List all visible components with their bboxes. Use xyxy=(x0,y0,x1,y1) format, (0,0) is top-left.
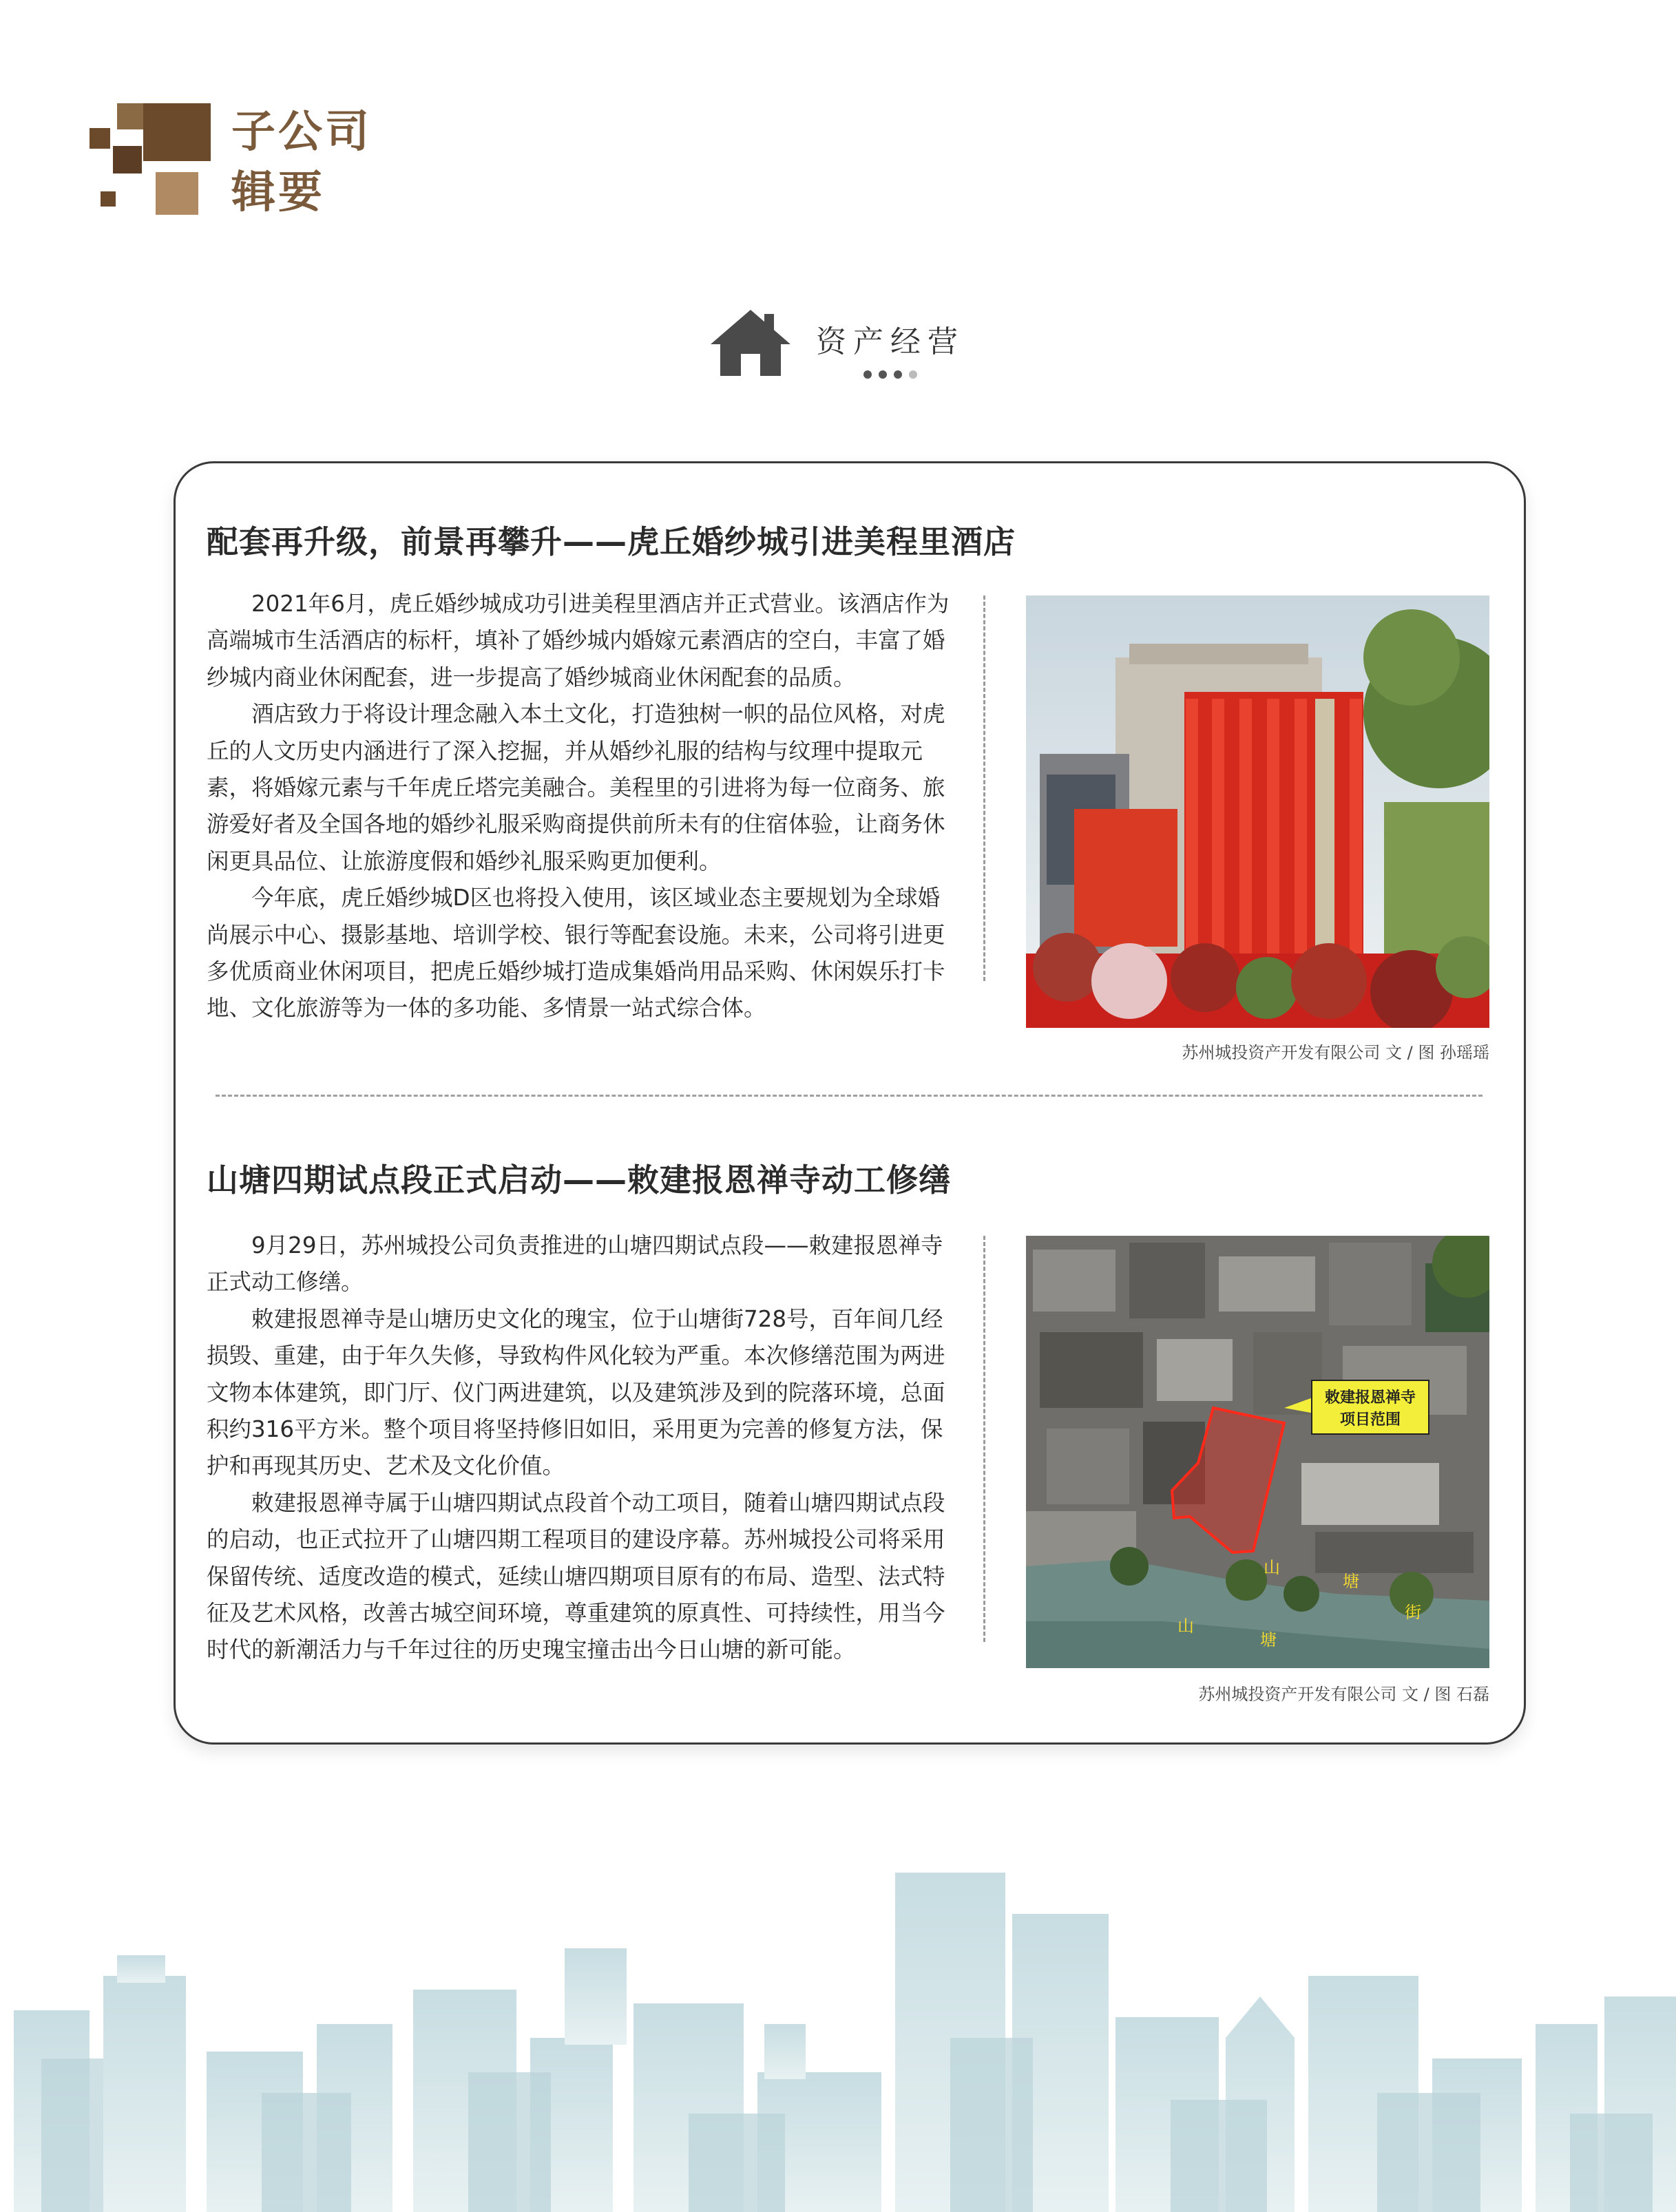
section-label: 资产经营 xyxy=(816,324,965,359)
city-skyline-decoration xyxy=(0,1831,1676,2212)
article-2-title: 山塘四期试点段正式启动——敕建报恩禅寺动工修缮 xyxy=(207,1161,951,1199)
header-title-line1: 子公司 xyxy=(231,107,372,158)
map-street-char: 山 xyxy=(1264,1558,1280,1577)
article-1-title: 配套再升级，前景再攀升——虎丘婚纱城引进美程里酒店 xyxy=(207,523,1016,560)
map-street-char: 街 xyxy=(1405,1603,1421,1622)
article-2-divider xyxy=(983,1236,985,1642)
article-2-paragraph: 敕建报恩禅寺属于山塘四期试点段首个动工项目，随着山塘四期试点段的启动，也正式拉开了山塘四期工程项目的建设序幕。苏州城投公司将采用保留传统、适度改造的模式，延续山塘四期项目原有的布局、造型、法式特征及艺术风格，改善古城空间环境，尊重建筑的原真性、可持续性，用当今时代的新潮活力与千年过往的历史瑰宝撞击出今日山塘的新可能。 xyxy=(207,1489,945,1663)
house-icon xyxy=(709,308,792,377)
article-2-paragraph: 敕建报恩禅寺是山塘历史文化的瑰宝，位于山塘街728号，百年间几经损毁、重建，由于年久失修，导致构件风化较为严重。本次修缮范围为两进文物本体建筑，即门厅、仪门两进建筑，以及建筑涉及到的院落环境，总面积约316平方米。整个项目将坚持修旧如旧，采用更为完善的修复方法，保护和再现其历史、艺术及文化价值。 xyxy=(207,1305,945,1479)
article-1-body xyxy=(207,586,961,1027)
article-1-paragraph: 2021年6月，虎丘婚纱城成功引进美程里酒店并正式营业。该酒店作为高端城市生活酒店的标杆，填补了婚纱城内婚嫁元素酒店的空白，丰富了婚纱城内商业休闲配套，进一步提高了婚纱城商业休闲配套的品质。 xyxy=(207,591,950,691)
map-river-char: 塘 xyxy=(1260,1630,1277,1650)
article-separator xyxy=(216,1095,1483,1097)
aerial-map-photo xyxy=(1026,1236,1489,1668)
article-2-body xyxy=(207,1228,961,1669)
map-river-char: 山 xyxy=(1177,1616,1194,1636)
header-title-line2: 辑要 xyxy=(231,167,325,218)
article-2-caption: 苏州城投资产开发有限公司 文 / 图 石磊 xyxy=(1198,1685,1489,1704)
header-title xyxy=(231,102,372,223)
map-label-line1: 敕建报恩禅寺 xyxy=(1324,1389,1416,1407)
map-label-line2: 项目范围 xyxy=(1339,1411,1401,1429)
article-1-caption: 苏州城投资产开发有限公司 文 / 图 孙瑶瑶 xyxy=(1182,1043,1489,1062)
section-dots xyxy=(862,369,924,380)
article-2-paragraph: 9月29日，苏州城投公司负责推进的山塘四期试点段——敕建报恩禅寺正式动工修缮。 xyxy=(207,1232,943,1296)
content-card xyxy=(174,461,1526,1745)
map-street-char: 塘 xyxy=(1343,1572,1359,1591)
article-1-paragraph: 酒店致力于将设计理念融入本土文化，打造独树一帜的品位风格，对虎丘的人文历史内涵进行了深入挖掘，并从婚纱礼服的结构与纹理中提取元素，将婚嫁元素与千年虎丘塔完美融合。美程里的引进将为每一位商务、旅游爱好者及全国各地的婚纱礼服采购商提供前所未有的住宿体验，让商务休闲更具品位、让旅游度假和婚纱礼服采购更加便利。 xyxy=(207,701,945,874)
company-logo xyxy=(90,103,213,217)
hotel-photo xyxy=(1026,596,1489,1028)
article-1-divider xyxy=(983,596,985,981)
article-1-paragraph: 今年底，虎丘婚纱城D区也将投入使用，该区域业态主要规划为全球婚尚展示中心、摄影基地、培训学校、银行等配套设施。未来，公司将引进更多优质商业休闲项目，把虎丘婚纱城打造成集婚尚用品采购、休闲娱乐打卡地、文化旅游等为一体的多功能、多情景一站式综合体。 xyxy=(207,885,945,1022)
